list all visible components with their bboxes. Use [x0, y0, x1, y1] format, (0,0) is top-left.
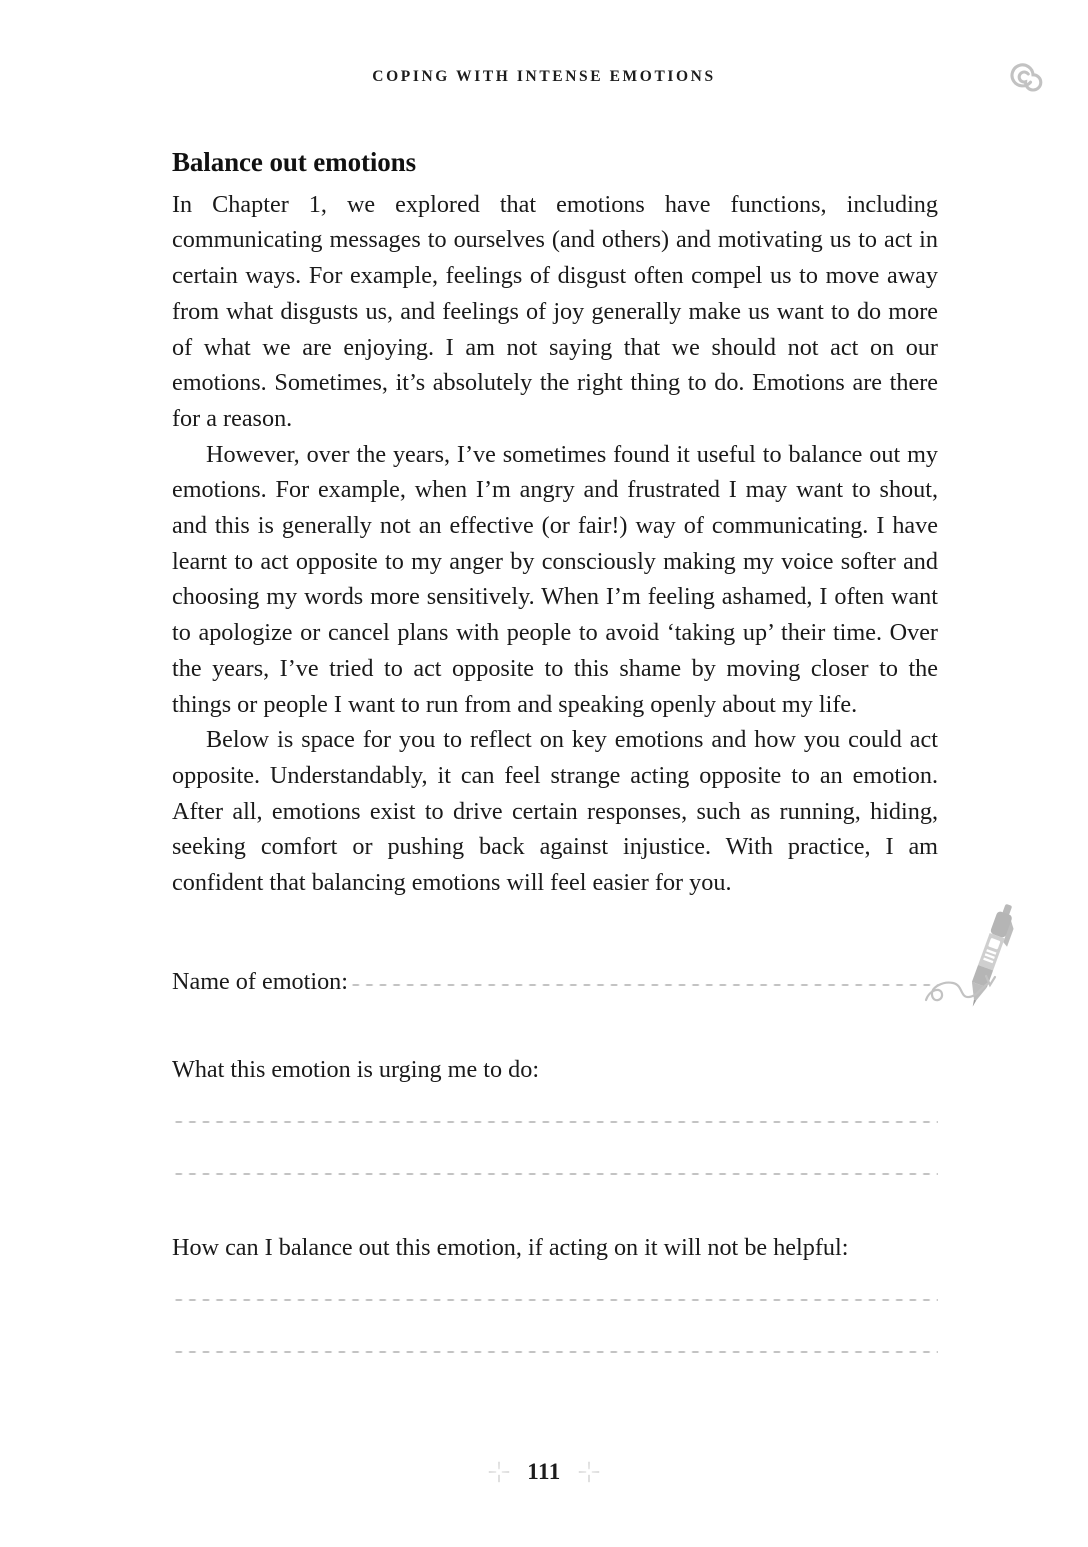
page-number: 111	[527, 1459, 561, 1484]
body-paragraph-2: However, over the years, I’ve sometimes found it useful to balance out my emotions. For example, when I’m angry and frustrated I may want to shout, and this is generally not an effective (or fair!) way of communicating. I have learnt to act opposite to my anger by consciously making my voice softer and choosing my words more sensitively. When I’m feeling ashamed, I often want to apologize or cancel plans with people to avoid ‘taking up’ their time. Over the years, I’ve tried to act opposite to this shame by moving closer to the things or people I want to run from and speaking openly about my life.	[172, 440, 938, 718]
body-content	[172, 148, 938, 901]
section-title: Balance out emotions	[172, 147, 416, 177]
answer-line-balance-2[interactable]	[172, 1350, 938, 1354]
prompt-balance-label: How can I balance out this emotion, if acting on it will not be helpful:	[172, 1234, 849, 1261]
field-name-of-emotion-input[interactable]	[349, 965, 938, 989]
prompt-urging-label: What this emotion is urging me to do:	[172, 1056, 540, 1083]
worksheet	[172, 965, 938, 1354]
field-name-of-emotion[interactable]	[172, 965, 938, 998]
running-head: COPING WITH INTENSE EMOTIONS	[372, 68, 716, 85]
dotted-rule	[349, 983, 938, 987]
cross-ornament-icon	[488, 1461, 510, 1483]
page-footer	[0, 1459, 1088, 1485]
body-paragraph-1: In Chapter 1, we explored that emotions have functions, including communicating messages to ourselves (and others) and motivating us to act in certain ways. For example, feelings of disgust often compel us to move away from what disgusts us, and feelings of joy generally make us want to do more of what we are enjoying. I am not saying that we should not act on our emotions. Sometimes, it’s absolutely the right thing to do. Emotions are there for a reason.	[172, 190, 938, 432]
pen-body	[964, 902, 1021, 1011]
spiral-icon	[1000, 52, 1046, 98]
field-name-of-emotion-label: Name of emotion:	[172, 968, 348, 995]
cross-ornament-icon	[578, 1461, 600, 1483]
body-paragraph-3: Below is space for you to reflect on key emotions and how you could act opposite. Understandably, it can feel strange acting opposite to an emotion. After all, emotions exist to drive certain responses, such as running, hiding, seeking comfort or pushing back against injustice. With practice, I am confident that balancing emotions will feel easier for you.	[172, 726, 938, 897]
